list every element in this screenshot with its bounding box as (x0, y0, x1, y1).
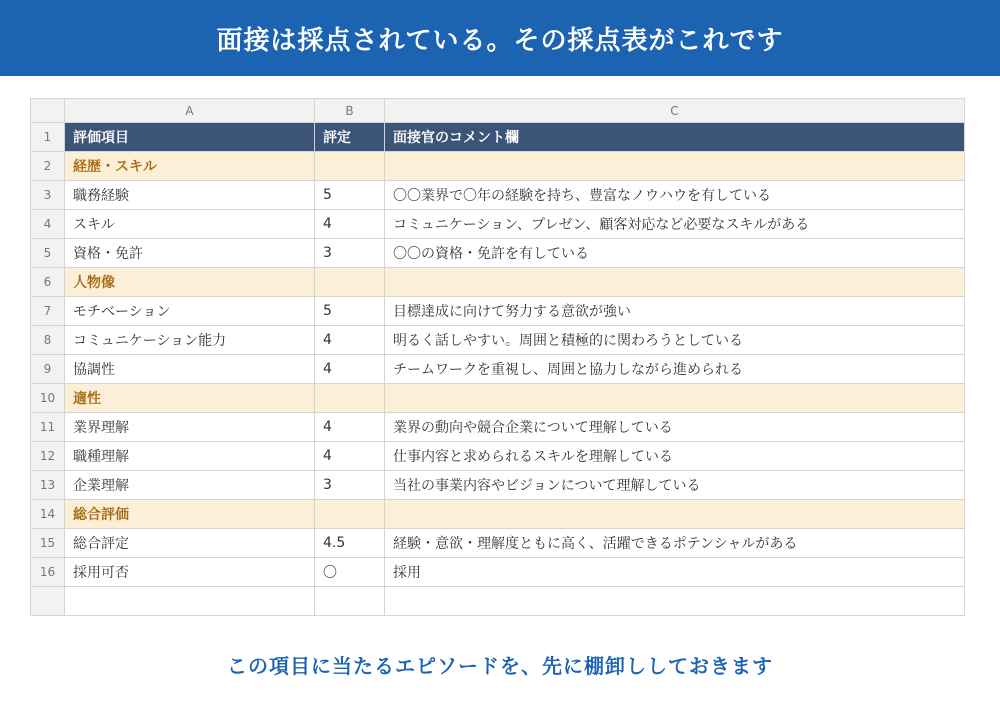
section-row (31, 268, 965, 297)
cell-b[interactable] (315, 500, 385, 529)
cell-b[interactable] (315, 587, 385, 616)
banner-title: 面接は採点されている。その採点表がこれです (216, 25, 784, 56)
cell-a[interactable]: 経歴・スキル (65, 152, 315, 181)
row-number[interactable]: 6 (31, 268, 65, 297)
row-number[interactable]: 4 (31, 210, 65, 239)
cell-a[interactable] (65, 587, 315, 616)
column-header-row (31, 99, 965, 123)
table-row (31, 326, 965, 355)
cell-c[interactable]: 仕事内容と求められるスキルを理解している (385, 442, 965, 471)
row-number[interactable]: 10 (31, 384, 65, 413)
cell-b[interactable]: 4 (315, 413, 385, 442)
cell-c[interactable]: 業界の動向や競合企業について理解している (385, 413, 965, 442)
row-number[interactable]: 13 (31, 471, 65, 500)
footer-caption: この項目に当たるエピソードを、先に棚卸ししておきます (227, 654, 773, 678)
section-row (31, 152, 965, 181)
row-number[interactable]: 12 (31, 442, 65, 471)
cell-c[interactable] (385, 587, 965, 616)
column-header-c[interactable]: C (385, 99, 965, 123)
cell-a[interactable]: 職務経験 (65, 181, 315, 210)
cell-a[interactable]: 業界理解 (65, 413, 315, 442)
cell-a[interactable]: モチベーション (65, 297, 315, 326)
table-row (31, 210, 965, 239)
cell-b[interactable]: 〇 (315, 558, 385, 587)
row-number[interactable]: 9 (31, 355, 65, 384)
cell-b[interactable]: 4.5 (315, 529, 385, 558)
cell-c[interactable] (385, 268, 965, 297)
header-row (31, 123, 965, 152)
title-banner (0, 0, 1000, 76)
cell-c[interactable]: 〇〇の資格・免許を有している (385, 239, 965, 268)
cell-b[interactable] (315, 384, 385, 413)
cell-a[interactable]: 採用可否 (65, 558, 315, 587)
cell-c[interactable]: 面接官のコメント欄 (385, 123, 965, 152)
cell-c[interactable]: コミュニケーション、プレゼン、顧客対応など必要なスキルがある (385, 210, 965, 239)
cell-a[interactable]: 協調性 (65, 355, 315, 384)
cell-c[interactable]: 明るく話しやすい。周囲と積極的に関わろうとしている (385, 326, 965, 355)
column-header-a[interactable]: A (65, 99, 315, 123)
cell-c[interactable]: 〇〇業界で〇年の経験を持ち、豊富なノウハウを有している (385, 181, 965, 210)
table-row (31, 413, 965, 442)
cell-c[interactable]: 当社の事業内容やビジョンについて理解している (385, 471, 965, 500)
section-row (31, 500, 965, 529)
cell-c[interactable]: 採用 (385, 558, 965, 587)
cell-b[interactable]: 評定 (315, 123, 385, 152)
row-number[interactable]: 14 (31, 500, 65, 529)
cell-c[interactable]: 目標達成に向けて努力する意欲が強い (385, 297, 965, 326)
cell-a[interactable]: コミュニケーション能力 (65, 326, 315, 355)
section-row (31, 384, 965, 413)
column-header-b[interactable]: B (315, 99, 385, 123)
cell-c[interactable] (385, 384, 965, 413)
cell-c[interactable] (385, 152, 965, 181)
row-number[interactable] (31, 587, 65, 616)
cell-a[interactable]: 適性 (65, 384, 315, 413)
cell-b[interactable]: 4 (315, 442, 385, 471)
row-number[interactable]: 15 (31, 529, 65, 558)
cell-b[interactable] (315, 152, 385, 181)
row-number[interactable]: 5 (31, 239, 65, 268)
cell-a[interactable]: 評価項目 (65, 123, 315, 152)
cell-a[interactable]: 職種理解 (65, 442, 315, 471)
cell-c[interactable] (385, 500, 965, 529)
cell-b[interactable]: 5 (315, 181, 385, 210)
row-number[interactable]: 3 (31, 181, 65, 210)
cell-b[interactable]: 4 (315, 210, 385, 239)
table-row (31, 181, 965, 210)
cell-a[interactable]: 総合評価 (65, 500, 315, 529)
row-number[interactable]: 2 (31, 152, 65, 181)
table-row (31, 442, 965, 471)
cell-b[interactable]: 3 (315, 471, 385, 500)
table-row (31, 239, 965, 268)
row-number[interactable]: 16 (31, 558, 65, 587)
spreadsheet (30, 98, 965, 616)
row-number[interactable]: 1 (31, 123, 65, 152)
cell-a[interactable]: スキル (65, 210, 315, 239)
table-row (31, 355, 965, 384)
table-row (31, 297, 965, 326)
row-number[interactable]: 8 (31, 326, 65, 355)
cell-c[interactable]: 経験・意欲・理解度ともに高く、活躍できるポテンシャルがある (385, 529, 965, 558)
cell-a[interactable]: 資格・免許 (65, 239, 315, 268)
cell-a[interactable]: 企業理解 (65, 471, 315, 500)
cell-a[interactable]: 総合評定 (65, 529, 315, 558)
table-row (31, 471, 965, 500)
row-number[interactable]: 11 (31, 413, 65, 442)
cell-b[interactable]: 4 (315, 355, 385, 384)
row-number[interactable]: 7 (31, 297, 65, 326)
table-row (31, 587, 965, 616)
cell-b[interactable] (315, 268, 385, 297)
cell-b[interactable]: 5 (315, 297, 385, 326)
cell-a[interactable]: 人物像 (65, 268, 315, 297)
corner-cell[interactable] (31, 99, 65, 123)
cell-b[interactable]: 3 (315, 239, 385, 268)
cell-c[interactable]: チームワークを重視し、周囲と協力しながら進められる (385, 355, 965, 384)
cell-b[interactable]: 4 (315, 326, 385, 355)
table-row (31, 558, 965, 587)
table-row (31, 529, 965, 558)
